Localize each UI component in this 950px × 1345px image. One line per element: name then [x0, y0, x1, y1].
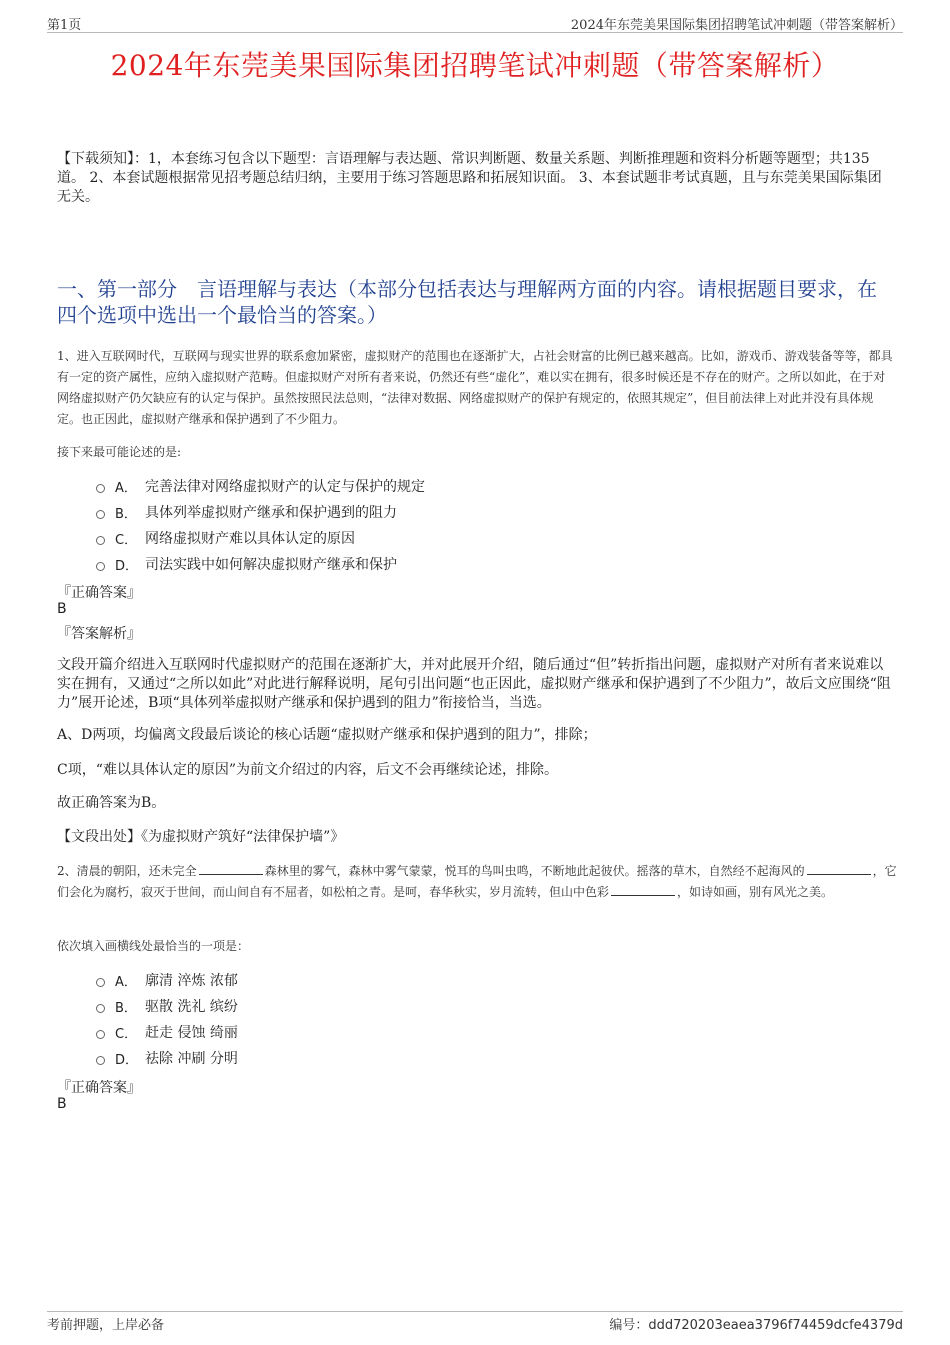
q1-option-a[interactable] [96, 476, 425, 496]
question-2-prompt: 依次填入画横线处最恰当的一项是： [57, 939, 250, 953]
radio-icon[interactable] [96, 510, 105, 519]
option-letter: C． [115, 1026, 138, 1042]
radio-icon[interactable] [96, 1004, 105, 1013]
q2-option-a[interactable] [96, 970, 238, 990]
option-text: 网络虚拟财产难以具体认定的原因 [145, 531, 355, 547]
header-doc-title: 2024年东莞美果国际集团招聘笔试冲刺题（带答案解析） [570, 18, 903, 33]
radio-icon[interactable] [96, 484, 105, 493]
q2-text-part-2: 森林里的雾气，森林中雾气蒙蒙，悦耳的鸟叫虫鸣，不断地此起彼伏。摇落的草木，自然经不起海风的 [264, 864, 805, 878]
option-letter: B． [115, 1000, 137, 1016]
option-letter: A． [115, 480, 137, 496]
footer-doc-code [609, 1314, 903, 1333]
q1-option-c[interactable] [96, 528, 355, 548]
q1-answer-label: 『正确答案』 [57, 585, 141, 601]
radio-icon[interactable] [96, 536, 105, 545]
radio-icon[interactable] [96, 1056, 105, 1065]
q1-analysis-para-3: C项，“难以具体认定的原因”为前文介绍过的内容，后文不会再继续论述，排除。 [57, 762, 559, 778]
page-title: 2024年东莞美果国际集团招聘笔试冲刺题（带答案解析） [110, 49, 840, 82]
doc-code: ddd720203eaea3796f74459dcfe4379d [648, 1318, 903, 1333]
option-text: 完善法律对网络虚拟财产的认定与保护的规定 [145, 479, 425, 495]
q1-option-b[interactable] [96, 502, 397, 522]
radio-icon[interactable] [96, 1030, 105, 1039]
option-letter: D． [115, 558, 139, 574]
option-text: 廓清 淬炼 浓郁 [145, 973, 238, 989]
option-text: 具体列举虚拟财产继承和保护遇到的阻力 [145, 505, 397, 521]
doc-code-label: 编号： [609, 1318, 649, 1333]
option-text: 祛除 冲刷 分明 [145, 1051, 238, 1067]
q1-source: 【文段出处】《为虚拟财产筑好“法律保护墙”》 [57, 829, 345, 845]
q1-option-d[interactable] [96, 554, 397, 574]
header-divider [47, 32, 903, 33]
q2-option-b[interactable] [96, 996, 238, 1016]
option-letter: D． [115, 1052, 139, 1068]
question-1-text: 1、进入互联网时代，互联网与现实世界的联系愈加紧密，虚拟财产的范围也在逐渐扩大，占社会财富的比例已越来越高。比如，游戏币、游戏装备等等，都具有一定的资产属性，应纳入虚拟财产范畴。但虚拟财产对所有者来说，仍然还有些“虚化”，难以实在拥有，很多时候还是不存在的财产。之所以如此，在于对网络虚拟财产仍欠缺应有的认定与保护。虽然按照民法总则，“法律对数据、网络虚拟财产的保护有规定的，依照其规定”，但目前法律上对此并没有具体规定。也正因此，虚拟财产继承和保护遇到了不少阻力。 [57, 349, 893, 426]
option-letter: C． [115, 532, 138, 548]
footer-slogan: 考前押题，上岸必备 [47, 1318, 165, 1333]
download-notice: 【下载须知】：1，本套练习包含以下题型：言语理解与表达题、常识判断题、数量关系题、判断推理题和资料分析题等题型；共135道。 2、本套试题根据常见招考题总结归纳，主要用于练习答题思路和拓展知识面。 3、本套试题非考试真题，且与东莞美果国际集团无关。 [57, 151, 882, 205]
q1-analysis-label: 『答案解析』 [57, 626, 141, 642]
q2-text-part-1: 2、清晨的朝阳，还未完全 [57, 864, 197, 878]
q2-option-c[interactable] [96, 1022, 238, 1042]
option-text: 驱散 洗礼 缤纷 [145, 999, 238, 1015]
q2-text-part-3: ，它们会化为腐朽，寂灭于世间，而山间自有不屈者，如松柏之青。是呵，春华秋实，岁月流转，但山中色彩 [57, 864, 897, 899]
radio-icon[interactable] [96, 562, 105, 571]
q2-text-part-4: ，如诗如画，别有风光之美。 [677, 885, 834, 899]
footer-divider [47, 1311, 903, 1312]
page-number: 第1页 [47, 18, 82, 33]
fill-blank-2[interactable] [807, 862, 871, 875]
q2-option-d[interactable] [96, 1048, 238, 1068]
option-text: 赶走 侵蚀 绮丽 [145, 1025, 238, 1041]
section-heading: 一、第一部分 言语理解与表达（本部分包括表达与理解两方面的内容。请根据题目要求，在四个选项中选出一个最恰当的答案。） [57, 277, 877, 327]
option-letter: A． [115, 974, 137, 990]
q1-analysis-para-4: 故正确答案为B。 [57, 795, 166, 811]
q2-answer: B [57, 1096, 67, 1112]
option-text: 司法实践中如何解决虚拟财产继承和保护 [145, 557, 397, 573]
fill-blank-3[interactable] [611, 883, 675, 896]
q1-answer: B [57, 601, 67, 617]
q2-answer-label: 『正确答案』 [57, 1080, 141, 1096]
option-letter: B． [115, 506, 137, 522]
radio-icon[interactable] [96, 978, 105, 987]
q1-analysis-para-2: A、D两项，均偏离文段最后谈论的核心话题“虚拟财产继承和保护遇到的阻力”，排除； [57, 727, 597, 743]
question-1-prompt: 接下来最可能论述的是: [57, 445, 182, 459]
fill-blank-1[interactable] [199, 862, 263, 875]
q1-analysis-para-1: 文段开篇介绍进入互联网时代虚拟财产的范围在逐渐扩大，并对此展开介绍，随后通过“但”转折指出问题，虚拟财产对所有者来说难以实在拥有，又通过“之所以如此”对此进行解释说明，尾句引出问题“也正因此，虚拟财产继承和保护遇到了不少阻力”，故后文应围绕“阻力”展开论述，B项“具体列举虚拟财产继承和保护遇到的阻力”衔接恰当，当选。 [57, 657, 891, 711]
question-2-text [57, 861, 897, 903]
